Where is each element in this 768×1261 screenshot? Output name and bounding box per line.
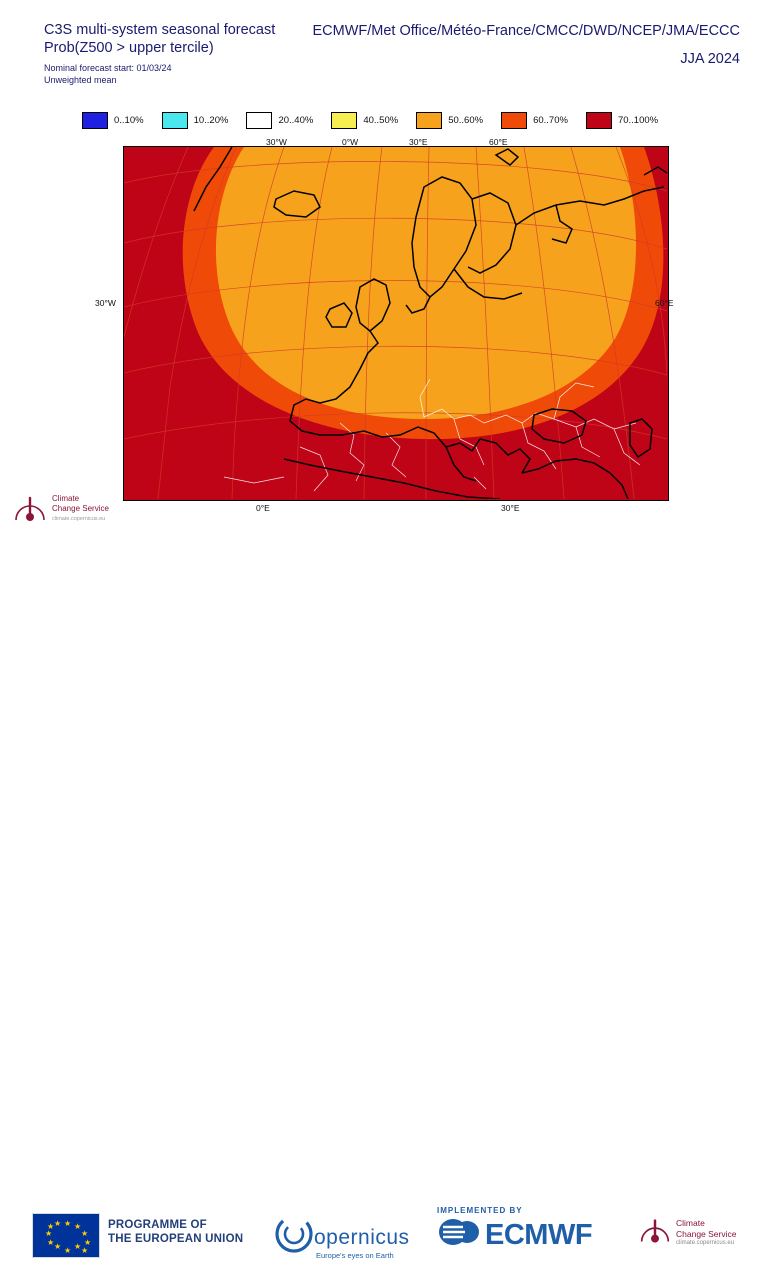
- forecast-season: JJA 2024: [680, 51, 740, 67]
- legend-swatch: [162, 112, 188, 129]
- legend-swatch: [331, 112, 357, 129]
- legend-swatch: [82, 112, 108, 129]
- legend-swatch: [501, 112, 527, 129]
- legend-item: [162, 112, 229, 129]
- ccs-footer-line2: Change Service: [676, 1229, 737, 1239]
- map-right-label-60e: 60°E: [655, 298, 674, 308]
- map-top-label-60e-outer: 60°E: [489, 137, 508, 147]
- ecmwf-logo: [437, 1215, 612, 1255]
- map-bottom-label-0e: 0°E: [256, 503, 270, 513]
- legend-label: 50..60%: [448, 114, 484, 126]
- legend-label: 60..70%: [533, 114, 568, 126]
- contributing-centres: ECMWF/Met Office/Météo-France/CMCC/DWD/NCEP/JMA/ECCC: [312, 23, 740, 39]
- eu-programme-text: [108, 1218, 243, 1246]
- ccs-logo-line2: Change Service: [52, 504, 109, 513]
- thermometer-icon: [636, 1212, 674, 1250]
- map-canvas: [124, 147, 668, 500]
- forecast-title-line2: Prob(Z500 > upper tercile): [44, 40, 214, 56]
- copernicus-c-icon: [272, 1212, 316, 1256]
- legend-item: [246, 112, 313, 129]
- thermometer-icon: [10, 490, 50, 528]
- forecast-centres-block: [312, 22, 740, 70]
- forecast-start-label: Nominal forecast start: 01/03/24: [44, 63, 172, 73]
- legend-label: 0..10%: [114, 114, 144, 126]
- legend-swatch: [246, 112, 272, 129]
- ccs-footer-url: climate.copernicus.eu: [676, 1240, 735, 1246]
- copernicus-tagline: Europe's eyes on Earth: [316, 1251, 394, 1260]
- map-top-label-0w-outer: 0°W: [342, 137, 359, 147]
- ccs-logo-url: climate.copernicus.eu: [52, 516, 106, 522]
- legend-label: 40..50%: [363, 114, 399, 126]
- map-top-label-30w-outer: 30°W: [266, 137, 287, 147]
- legend-item: [416, 112, 483, 129]
- copernicus-logo: [272, 1212, 422, 1260]
- eu-flag-icon: ★ ★ ★ ★ ★ ★ ★ ★ ★ ★ ★ ★: [32, 1213, 100, 1258]
- legend-swatch: [416, 112, 442, 129]
- legend-item: [501, 112, 568, 129]
- ecmwf-wordmark: ECMWF: [485, 1219, 593, 1251]
- climate-change-service-logo-footer: [636, 1212, 751, 1257]
- implemented-by-label: IMPLEMENTED BY: [437, 1206, 523, 1215]
- eu-programme-line2: THE EUROPEAN UNION: [108, 1233, 244, 1245]
- map-left-label-30w: 30°W: [95, 298, 116, 308]
- ccs-logo-line1: Climate: [52, 494, 80, 503]
- legend-item: [82, 112, 144, 129]
- legend-swatch: [586, 112, 612, 129]
- legend-label: 10..20%: [193, 114, 229, 126]
- ecmwf-mark-icon: [437, 1215, 481, 1249]
- forecast-title-block: [44, 22, 344, 86]
- legend-label: 70..100%: [617, 114, 659, 126]
- map-svg: [124, 147, 667, 499]
- eu-programme-line1: PROGRAMME OF: [108, 1219, 207, 1231]
- forecast-title-line1: C3S multi-system seasonal forecast: [44, 22, 276, 38]
- probability-legend: [82, 109, 722, 131]
- footer-bar: [0, 600, 768, 1260]
- copernicus-wordmark: opernicus: [314, 1226, 410, 1249]
- forecast-mean-label: Unweighted mean: [44, 75, 117, 85]
- legend-item: [331, 112, 398, 129]
- legend-label: 20..40%: [278, 114, 314, 126]
- forecast-map[interactable]: [123, 146, 669, 501]
- map-bottom-label-30e: 30°E: [501, 503, 520, 513]
- ccs-footer-line1: Climate: [676, 1218, 705, 1228]
- climate-change-service-logo-map: [10, 490, 125, 530]
- map-top-label-30e-outer: 30°E: [409, 137, 428, 147]
- legend-item: [586, 112, 658, 129]
